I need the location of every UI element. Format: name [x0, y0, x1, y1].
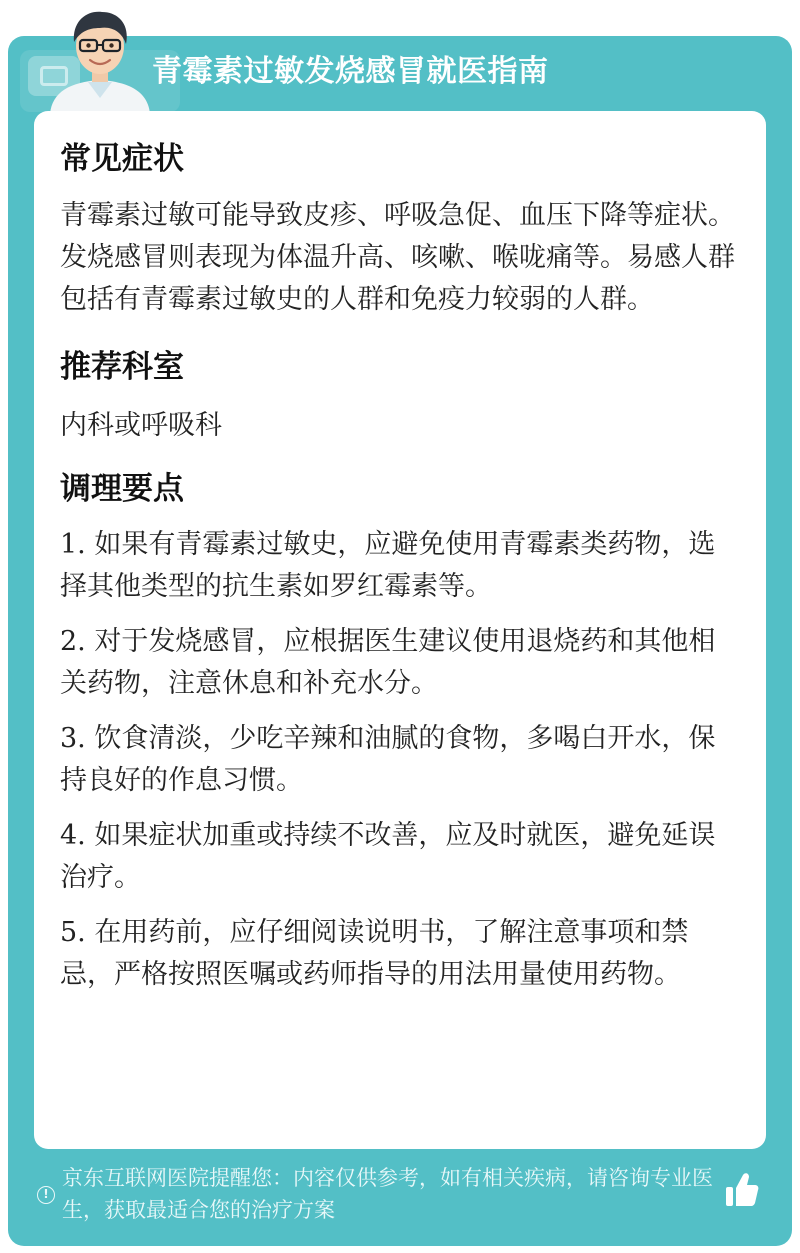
department-heading: 推荐科室	[60, 349, 184, 385]
department-text: 内科或呼吸科	[60, 410, 222, 441]
tip-text: 如果症状加重或持续不改善，应及时就医，避免延误治疗。	[60, 820, 716, 893]
tip-item	[60, 815, 740, 899]
tip-number: 3.	[60, 723, 86, 754]
tip-number: 5.	[60, 917, 86, 948]
page-title: 青霉素过敏发烧感冒就医指南	[152, 54, 549, 89]
footer-disclaimer: 京东互联网医院提醒您：内容仅供参考，如有相关疾病，请咨询专业医生，获取最适合您的治疗方案	[62, 1166, 713, 1222]
tip-text: 对于发烧感冒，应根据医生建议使用退烧药和其他相关药物，注意休息和补充水分。	[60, 626, 716, 699]
tip-item	[60, 524, 740, 608]
tip-number: 4.	[60, 820, 86, 851]
doctor-avatar-icon	[40, 2, 160, 114]
tip-item	[60, 718, 740, 802]
tip-number: 1.	[60, 529, 86, 560]
info-icon: !	[37, 1186, 55, 1204]
symptoms-heading: 常见症状	[60, 141, 184, 177]
thumbs-up-icon[interactable]	[724, 1170, 760, 1210]
tip-item	[60, 621, 740, 705]
tips-heading: 调理要点	[60, 471, 184, 507]
content-card	[34, 111, 766, 1149]
tip-text: 在用药前，应仔细阅读说明书，了解注意事项和禁忌，严格按照医嘱或药师指导的用法用量使用药物。	[60, 917, 689, 990]
symptoms-text: 青霉素过敏可能导致皮疹、呼吸急促、血压下降等症状。发烧感冒则表现为体温升高、咳嗽、喉咙痛等。易感人群包括有青霉素过敏史的人群和免疫力较弱的人群。	[60, 200, 735, 315]
tip-text: 饮食清淡，少吃辛辣和油腻的食物，多喝白开水，保持良好的作息习惯。	[60, 723, 716, 796]
tip-item	[60, 912, 740, 996]
tip-text: 如果有青霉素过敏史，应避免使用青霉素类药物，选择其他类型的抗生素如罗红霉素等。	[60, 529, 716, 602]
tip-number: 2.	[60, 626, 86, 657]
